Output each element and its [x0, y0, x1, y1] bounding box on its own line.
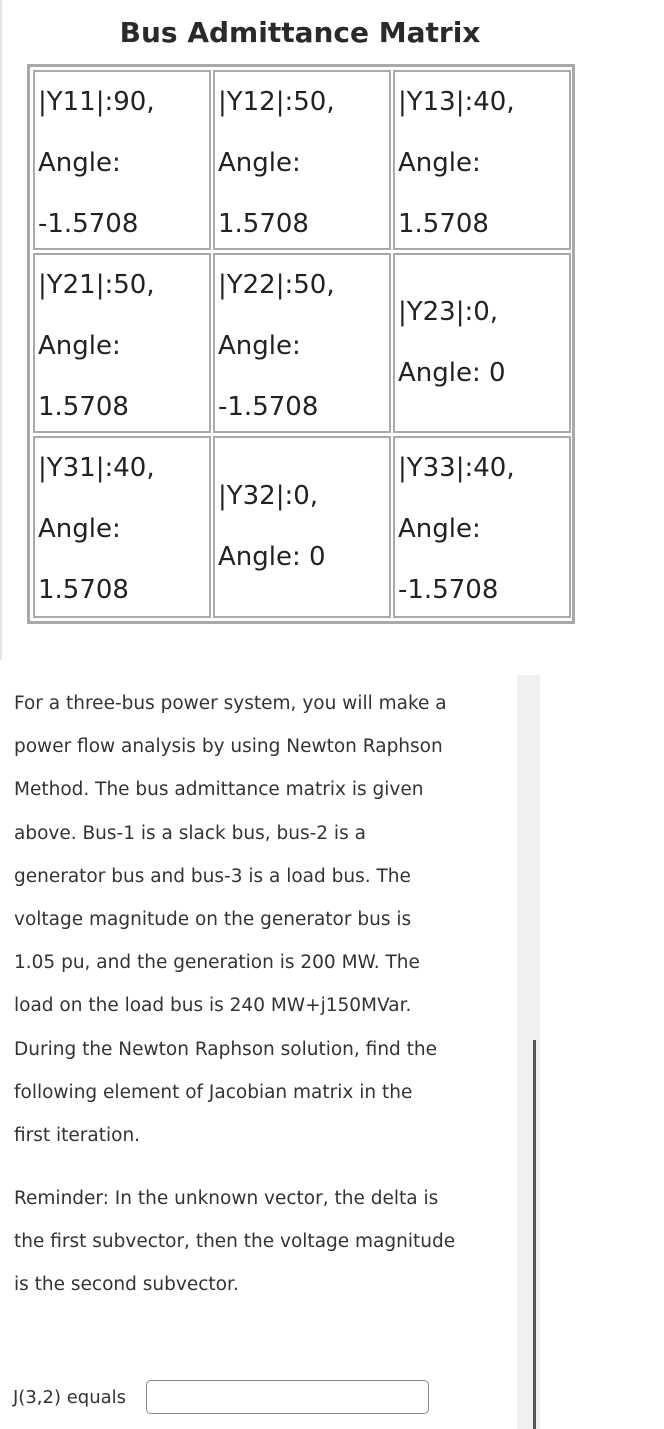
cell-magnitude: |Y22|:50, — [218, 270, 335, 300]
cell-angle-label: Angle: — [398, 148, 481, 178]
matrix-figure — [0, 0, 664, 660]
scrollbar-thumb[interactable] — [533, 1040, 536, 1429]
problem-line: power flow analysis by using Newton Raphson — [14, 736, 443, 758]
reminder-line: is the second subvector. — [14, 1274, 239, 1296]
cell-magnitude: |Y32|:0, — [218, 481, 319, 511]
matrix-cell-y32 — [213, 436, 391, 618]
cell-angle-label: Angle: — [218, 331, 301, 361]
cell-angle-label: Angle: — [38, 148, 121, 178]
problem-line: voltage magnitude on the generator bus is — [14, 909, 412, 931]
reminder-text — [14, 1177, 509, 1307]
cell-angle-label: Angle: — [38, 331, 121, 361]
reminder-line: the first subvector, then the voltage magnitude — [14, 1231, 456, 1253]
cell-angle-value: 1.5708 — [38, 392, 129, 422]
cell-angle-value: -1.5708 — [218, 392, 319, 422]
cell-angle: Angle: 0 — [218, 542, 326, 572]
problem-line: above. Bus-1 is a slack bus, bus-2 is a — [14, 822, 366, 844]
cell-angle-label: Angle: — [38, 514, 121, 544]
matrix-cell-y11 — [33, 70, 211, 250]
cell-magnitude: |Y33|:40, — [398, 453, 515, 483]
problem-statement — [14, 682, 509, 1157]
cell-angle-value: -1.5708 — [38, 209, 139, 239]
cell-angle-value: 1.5708 — [38, 575, 129, 605]
problem-line: load on the load bus is 240 MW+j150MVar. — [14, 995, 412, 1017]
answer-label: J(3,2) equals — [13, 1387, 127, 1408]
problem-line: 1.05 pu, and the generation is 200 MW. The — [14, 952, 420, 974]
cell-magnitude: |Y23|:0, — [398, 297, 499, 327]
cell-magnitude: |Y12|:50, — [218, 87, 335, 117]
cell-angle-label: Angle: — [398, 514, 481, 544]
matrix-cell-y13 — [393, 70, 571, 250]
problem-line: During the Newton Raphson solution, find the — [14, 1038, 438, 1060]
answer-input[interactable] — [146, 1380, 429, 1414]
problem-line: first iteration. — [14, 1125, 141, 1147]
cell-angle-value: 1.5708 — [218, 209, 309, 239]
matrix-title: Bus Admittance Matrix — [119, 16, 481, 49]
problem-line: following element of Jacobian matrix in the — [14, 1081, 413, 1103]
admittance-matrix-table — [27, 64, 575, 624]
cell-magnitude: |Y31|:40, — [38, 453, 155, 483]
matrix-cell-y33 — [393, 436, 571, 618]
cell-angle-label: Angle: — [218, 148, 301, 178]
cell-magnitude: |Y13|:40, — [398, 87, 515, 117]
left-divider — [0, 0, 2, 665]
matrix-cell-y12 — [213, 70, 391, 250]
cell-angle-value: 1.5708 — [398, 209, 489, 239]
problem-line: For a three-bus power system, you will make a — [14, 693, 447, 714]
matrix-cell-y21 — [33, 253, 211, 433]
cell-magnitude: |Y21|:50, — [38, 270, 155, 300]
cell-angle: Angle: 0 — [398, 358, 506, 388]
scrollbar-track[interactable] — [517, 675, 540, 1429]
problem-line: generator bus and bus-3 is a load bus. The — [14, 865, 411, 887]
problem-line: Method. The bus admittance matrix is given — [14, 779, 424, 801]
cell-magnitude: |Y11|:90, — [38, 87, 155, 117]
matrix-cell-y23 — [393, 253, 571, 433]
reminder-line: Reminder: In the unknown vector, the delta is — [14, 1188, 439, 1209]
matrix-cell-y31 — [33, 436, 211, 618]
cell-angle-value: -1.5708 — [398, 575, 499, 605]
matrix-cell-y22 — [213, 253, 391, 433]
